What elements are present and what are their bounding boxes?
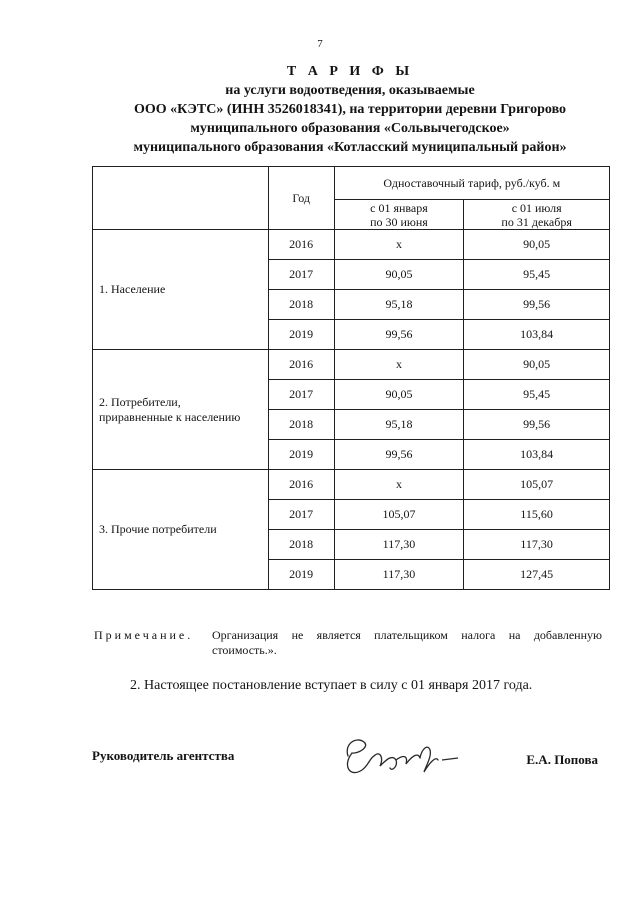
category-cell: 1. Население [93,230,269,350]
header-half-2: с 01 июля по 31 декабря [464,200,610,230]
tariff-h1-cell: 95,18 [334,290,464,320]
year-cell: 2019 [268,440,334,470]
tariff-h2-cell: 95,45 [464,260,610,290]
document-title: Т А Р И Ф Ы [286,64,414,79]
header-year: Год [268,167,334,230]
header-line-2: ООО «КЭТС» (ИНН 3526018341), на территории деревни Григорово [133,102,567,117]
header-empty-cell [93,167,269,230]
tariff-h2-cell: 103,84 [464,440,610,470]
table-row [93,230,610,260]
category-cell: 2. Потребители, приравненные к населению [93,350,269,470]
year-cell: 2017 [268,500,334,530]
tariff-h2-cell: 115,60 [464,500,610,530]
page-number: 7 [317,38,323,50]
tariff-h1-cell: х [334,350,464,380]
tariff-h1-cell: х [334,470,464,500]
note-text: Организация не является плательщиком налога на добавленную стоимость.». [212,628,602,657]
tariff-h2-cell: 90,05 [464,230,610,260]
tariff-h2-cell: 99,56 [464,290,610,320]
header-tariff: Одноставочный тариф, руб./куб. м [334,167,609,200]
tariff-h1-cell: 117,30 [334,530,464,560]
tariff-h1-cell: 105,07 [334,500,464,530]
header-line-1: на услуги водоотведения, оказываемые [225,83,475,98]
tariff-h1-cell: 117,30 [334,560,464,590]
year-cell: 2018 [268,530,334,560]
tariff-h1-cell: 90,05 [334,260,464,290]
handwritten-signature [334,726,464,786]
category-cell: 3. Прочие потребители [93,470,269,590]
clause-2: 2. Настоящее постановление вступает в силу с 01 января 2017 года. [130,678,533,693]
year-cell: 2017 [268,380,334,410]
signoff-role: Руководитель агентства [92,748,235,763]
tariff-h1-cell: 99,56 [334,440,464,470]
tariff-h1-cell: х [334,230,464,260]
document-header [0,62,640,157]
year-cell: 2016 [268,230,334,260]
year-cell: 2019 [268,560,334,590]
tariff-h1-cell: 90,05 [334,380,464,410]
header-line-3: муниципального образования «Сольвычегодское» [190,121,510,136]
tariff-h2-cell: 117,30 [464,530,610,560]
year-cell: 2016 [268,470,334,500]
year-cell: 2018 [268,410,334,440]
year-cell: 2019 [268,320,334,350]
tariff-h2-cell: 95,45 [464,380,610,410]
tariff-table [92,166,610,590]
note-label: Примечание. [94,628,194,642]
tariff-h2-cell: 99,56 [464,410,610,440]
table-row [93,350,610,380]
tariff-h2-cell: 105,07 [464,470,610,500]
tariff-h1-cell: 99,56 [334,320,464,350]
header-half-1: с 01 января по 30 июня [334,200,464,230]
year-cell: 2017 [268,260,334,290]
tariff-h2-cell: 103,84 [464,320,610,350]
tariff-h2-cell: 90,05 [464,350,610,380]
tariff-h1-cell: 95,18 [334,410,464,440]
header-line-4: муниципального образования «Котласский муниципальный район» [133,140,567,155]
signoff-name: Е.А. Попова [526,752,598,767]
year-cell: 2016 [268,350,334,380]
table-row [93,470,610,500]
tariff-h2-cell: 127,45 [464,560,610,590]
year-cell: 2018 [268,290,334,320]
